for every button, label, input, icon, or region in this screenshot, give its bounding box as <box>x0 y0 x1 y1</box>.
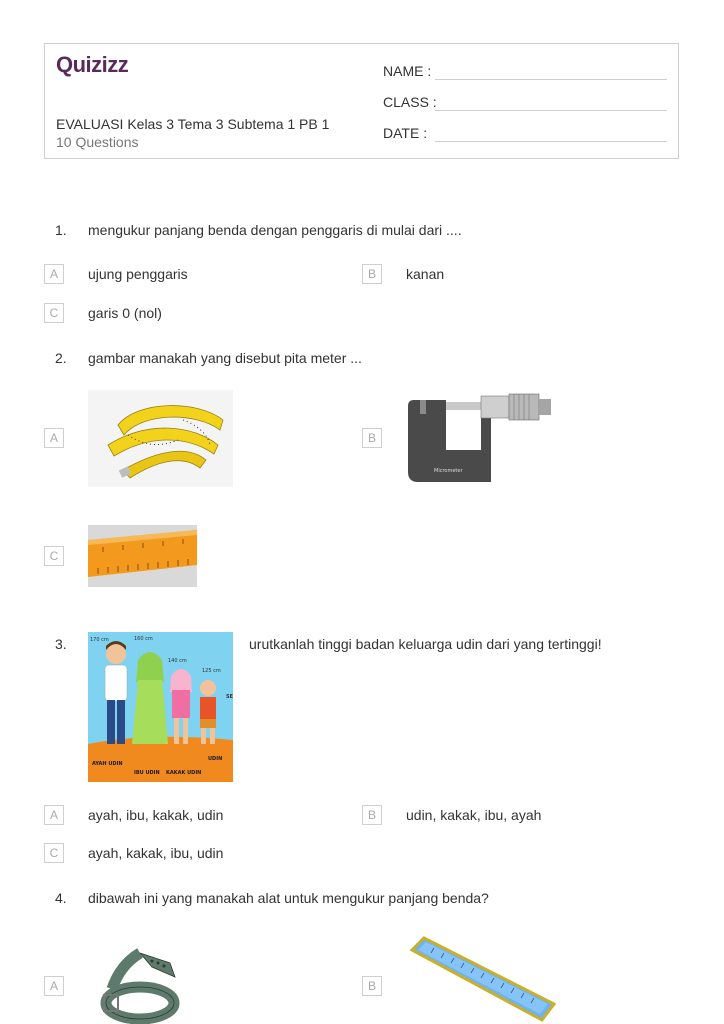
name-label-kakak: KAKAK UDIN <box>166 770 202 776</box>
q1-option-a-box[interactable]: A <box>44 264 64 284</box>
height-label-udin: 125 cm <box>202 668 221 674</box>
q3-option-a-text[interactable]: ayah, ibu, kakak, udin <box>88 807 224 823</box>
q2-option-c-box[interactable]: C <box>44 546 64 566</box>
date-field[interactable] <box>383 125 427 141</box>
blue-ruler-image[interactable] <box>404 932 556 1024</box>
q4-option-a-box[interactable]: A <box>44 976 64 996</box>
question-2-text: gambar manakah yang disebut pita meter ... <box>88 350 362 366</box>
q1-option-b-box[interactable]: B <box>362 264 382 284</box>
q2-option-a-box[interactable]: A <box>44 428 64 448</box>
q2-option-b-box[interactable]: B <box>362 428 382 448</box>
belt-image[interactable] <box>100 945 182 1024</box>
q3-option-b-text[interactable]: udin, kakak, ibu, ayah <box>406 807 542 823</box>
q3-option-b-box[interactable]: B <box>362 805 382 825</box>
name-label-udin: UDIN <box>208 756 223 762</box>
ruler-image[interactable] <box>88 525 197 587</box>
q3-option-a-box[interactable]: A <box>44 805 64 825</box>
q1-option-c-text[interactable]: garis 0 (nol) <box>88 305 162 321</box>
name-label-ibu: IBU UDIN <box>134 770 160 776</box>
question-3-text: urutkanlah tinggi badan keluarga udin dari yang tertinggi! <box>249 636 602 652</box>
micrometer-image[interactable] <box>406 390 552 487</box>
date-label: DATE : <box>383 125 428 141</box>
q3-option-c-text[interactable]: ayah, kakak, ibu, udin <box>88 845 224 861</box>
name-label: NAME : <box>383 63 432 79</box>
question-count: 10 Questions <box>56 134 139 150</box>
height-label-ayah: 170 cm <box>90 637 109 643</box>
name-label-ayah: AYAH UDIN <box>92 761 123 767</box>
class-label: CLASS : <box>383 94 437 110</box>
quizizz-logo: Quizizz <box>56 52 129 77</box>
measuring-tape-image[interactable] <box>88 390 233 487</box>
question-2-number: 2. <box>55 350 67 366</box>
question-1-number: 1. <box>55 222 67 238</box>
q1-option-c-box[interactable]: C <box>44 303 64 323</box>
q3-option-c-box[interactable]: C <box>44 843 64 863</box>
q4-option-b-box[interactable]: B <box>362 976 382 996</box>
corner-label: SE <box>226 694 233 700</box>
question-1-text: mengukur panjang benda dengan penggaris di mulai dari .... <box>88 222 462 238</box>
class-field[interactable] <box>383 94 437 110</box>
worksheet-title: EVALUASI Kelas 3 Tema 3 Subtema 1 PB 1 <box>56 116 330 132</box>
name-field[interactable] <box>383 63 431 79</box>
height-label-kakak: 140 cm <box>168 658 187 664</box>
height-label-ibu: 160 cm <box>134 636 153 642</box>
question-4-number: 4. <box>55 890 67 906</box>
worksheet-header <box>44 43 679 159</box>
micrometer-label: Micrometer <box>434 468 463 474</box>
family-height-image <box>88 632 233 782</box>
q1-option-a-text[interactable]: ujung penggaris <box>88 266 188 282</box>
question-4-text: dibawah ini yang manakah alat untuk mengukur panjang benda? <box>88 890 489 906</box>
q1-option-b-text[interactable]: kanan <box>406 266 445 282</box>
question-3-number: 3. <box>55 636 67 652</box>
